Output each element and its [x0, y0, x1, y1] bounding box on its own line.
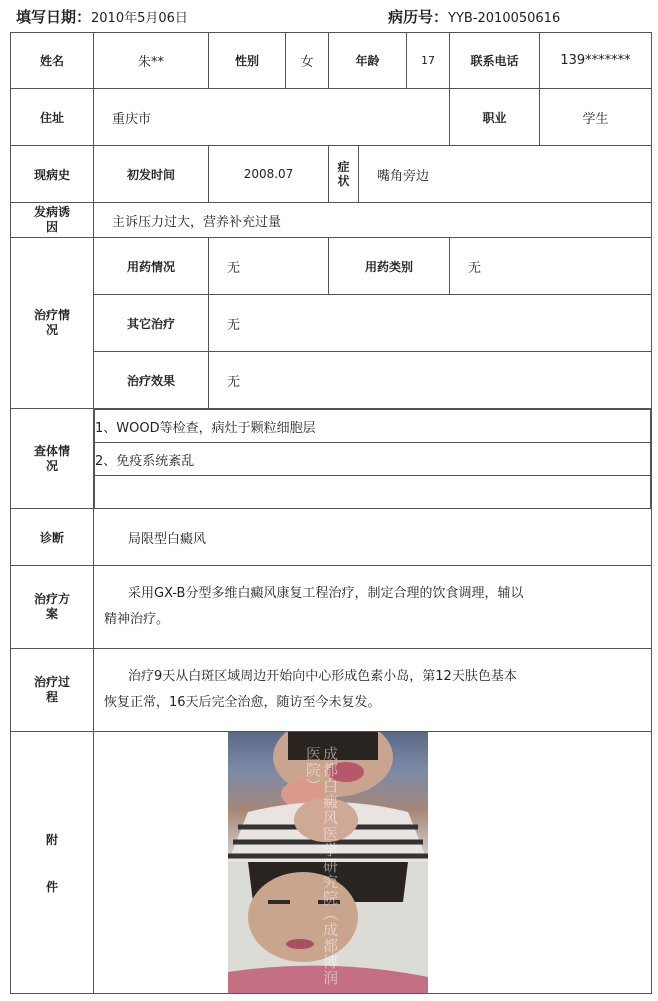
row-basic-info — [11, 33, 652, 89]
record-header — [0, 0, 658, 32]
plan-label: 治疗方案 — [11, 566, 94, 649]
age-label: 年龄 — [329, 33, 407, 89]
sex-label: 性别 — [209, 33, 286, 89]
row-process — [11, 649, 652, 732]
row-history — [11, 146, 652, 203]
record-number-label: 病历号： — [388, 8, 449, 26]
symptom-value: 嘴角旁边 — [359, 146, 652, 203]
treatment-label: 治疗情况 — [11, 238, 94, 409]
row-cause — [11, 203, 652, 238]
sex-value: 女 — [286, 33, 329, 89]
row-effect — [11, 352, 652, 409]
onset-value: 2008.07 — [209, 146, 329, 203]
row-diagnosis — [11, 509, 652, 566]
row-exam — [11, 409, 652, 509]
exam-line-3 — [95, 476, 651, 509]
exam-label: 查体情况 — [11, 409, 94, 509]
record-number-value: YYB-2010050616 — [448, 11, 561, 26]
plan-text — [94, 566, 652, 649]
plan-line-1: 采用GX-B分型多维白癜风康复工程治疗，制定合理的饮食调理，辅以 — [128, 586, 524, 601]
attachment-label — [11, 732, 94, 994]
phone-value: 139******* — [540, 33, 652, 89]
name-value: 朱** — [94, 33, 209, 89]
process-line-2: 恢复正常，16天后完全治愈，随访至今未复发。 — [104, 695, 381, 710]
process-line-1: 治疗9天从白斑区域周边开始向中心形成色素小岛，第12天肤色基本 — [128, 669, 517, 684]
other-label: 其它治疗 — [94, 295, 209, 352]
exam-lines — [94, 409, 652, 509]
fill-date — [16, 6, 188, 27]
medical-record-table — [10, 32, 652, 994]
process-text — [94, 649, 652, 732]
med-value: 无 — [209, 238, 329, 295]
cause-label: 发病诱因 — [11, 203, 94, 238]
row-plan — [11, 566, 652, 649]
onset-label: 初发时间 — [94, 146, 209, 203]
attachment-label-a: 附 — [45, 832, 58, 847]
symptom-label: 症状 — [329, 146, 359, 203]
attachment-photos — [94, 732, 652, 994]
medtype-value: 无 — [450, 238, 652, 295]
fill-date-value: 2010年5月06日 — [91, 11, 188, 26]
medtype-label: 用药类别 — [329, 238, 450, 295]
effect-value: 无 — [209, 352, 652, 409]
diagnosis-value: 局限型白癜风 — [94, 509, 652, 566]
name-label: 姓名 — [11, 33, 94, 89]
process-label: 治疗过程 — [11, 649, 94, 732]
diagnosis-label: 诊断 — [11, 509, 94, 566]
plan-line-2: 精神治疗。 — [104, 612, 170, 627]
exam-line-1: 1、WOOD等检查，病灶于颗粒细胞层 — [95, 410, 651, 443]
fill-date-label: 填写日期： — [16, 8, 92, 26]
row-other-treatment — [11, 295, 652, 352]
age-value: 17 — [407, 33, 450, 89]
row-attachment — [11, 732, 652, 994]
address-label: 住址 — [11, 89, 94, 146]
job-label: 职业 — [450, 89, 540, 146]
row-medication — [11, 238, 652, 295]
phone-label: 联系电话 — [450, 33, 540, 89]
photo-watermark: 成都白癜风医学研究院（成都博润医院） — [304, 746, 339, 986]
cause-value: 主诉压力过大，营养补充过量 — [94, 203, 652, 238]
history-label: 现病史 — [11, 146, 94, 203]
other-value: 无 — [209, 295, 652, 352]
job-value: 学生 — [540, 89, 652, 146]
record-number — [388, 6, 560, 27]
address-value: 重庆市 — [94, 89, 450, 146]
row-address — [11, 89, 652, 146]
exam-line-2: 2、免疫系统紊乱 — [95, 443, 651, 476]
attachment-label-b: 件 — [45, 879, 58, 894]
photo-stack — [228, 732, 428, 993]
med-label: 用药情况 — [94, 238, 209, 295]
effect-label: 治疗效果 — [94, 352, 209, 409]
exam-list — [94, 409, 651, 508]
